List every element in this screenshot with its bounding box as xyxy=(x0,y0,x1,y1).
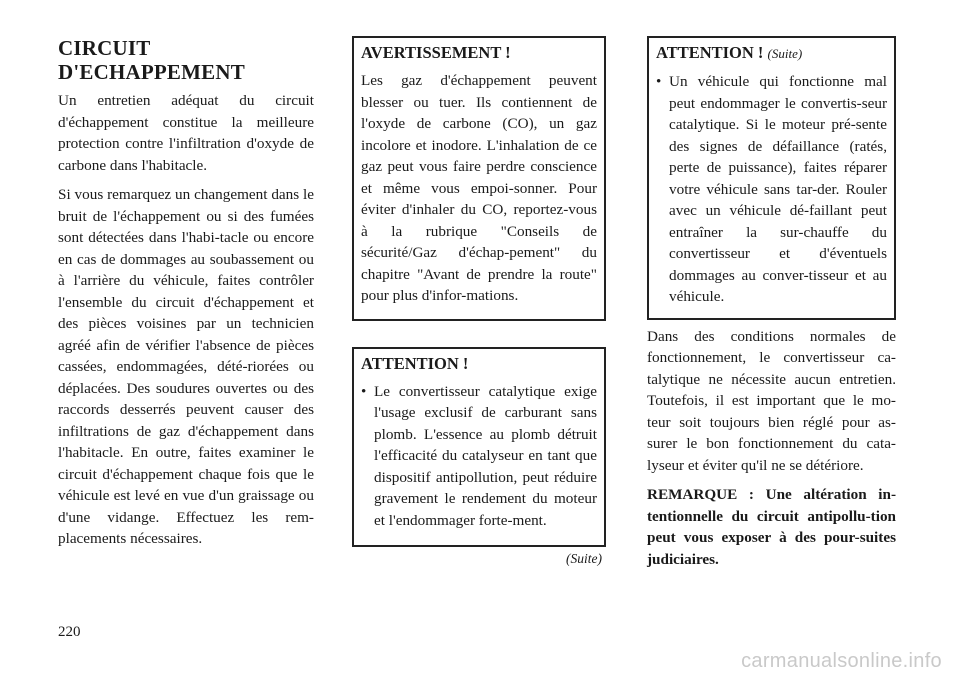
section-title: CIRCUIT D'ECHAPPEMENT xyxy=(58,36,245,84)
maintenance-paragraph: Dans des conditions normales de fonctionnement, le convertisseur ca-talytique ne nécessite aucun entretien. Toutefois, il est important que le mo-teur soit toujours bien réglé pour as-surer le bon fonctionnement du cata-lyseur et éviter qu'il ne se détériore. xyxy=(647,327,896,474)
remark-note: REMARQUE : Une altération in-tentionnelle du circuit antipollu-tion peut vous exposer à des pour-suites judiciaires. xyxy=(647,486,896,568)
warning-text: Les gaz d'échappement peuvent blesser ou tuer. Ils contiennent de l'oxyde de carbone (CO), un gaz incolore et inodore. L'inhalation de ce gaz peut vous faire perdre conscience et même vous empoi-sonner. Pour éviter d'inhaler du CO, reportez-vous à la rubrique "Conseils de sécurité/Gaz d'échap-pement" du chapitre "Avant de prendre la route" pour plus d'infor-mations. xyxy=(361,72,597,304)
warning-title: AVERTISSEMENT ! xyxy=(361,43,511,62)
attention-list-continued xyxy=(656,71,887,308)
attention-item: • Un véhicule qui fonctionne mal peut endommager le convertis-seur catalytique. Si le moteur pré-sente des signes de défaillance (ratés, perte de puissance), faites réparer votre véhicule sans tar-der. Rouler avec un véhicule dé-faillant peut entraîner la sur-chauffe du convertisseur et d'éventuels dommages au conver-tisseur et au véhicule. xyxy=(656,71,887,308)
continued-label-inline: (Suite) xyxy=(767,46,803,61)
attention-title-continued xyxy=(656,42,887,65)
warning-box xyxy=(352,36,606,321)
attention-title-text: ATTENTION ! xyxy=(656,43,764,62)
intro-paragraph: Un entretien adéquat du circuit d'échappement constitue la meilleure protection contre l'infiltration d'oxyde de carbone dans l'habitacle. xyxy=(58,92,314,174)
inspection-paragraph: Si vous remarquez un changement dans le bruit de l'échappement ou si des fumées sont détectées dans l'habi-tacle ou encore en cas de dommages au soubassement ou à l'arrière du véhicule, faites contrôler l'ensemble du circuit d'échappement et des pièces voisines par un technicien agréé afin de vérifier l'absence de pièces cassées, endommagées, dété-riorées ou déplacées. Des soudures ouvertes ou des raccords desserrés peuvent causer des infiltrations de gaz d'échappement dans l'habitacle. En outre, faites examiner le circuit d'échappement chaque fois que le véhicule est levé en vue d'un graissage ou d'une vidange. Effectuez les rem-placements nécessaires. xyxy=(58,186,314,547)
watermark: carmanualsonline.info xyxy=(741,650,942,672)
page-number: 220 xyxy=(58,624,81,640)
attention-box-continued xyxy=(647,36,896,320)
middle-column xyxy=(352,36,606,567)
continued-label: (Suite) xyxy=(566,551,602,566)
attention-item: • Le convertisseur catalytique exige l'usage exclusif de carburant sans plomb. L'essence au plomb détruit l'efficacité du catalyseur en tant que dispositif antipollution, peut réduire gravement le rendement du moteur et l'endommager forte-ment. xyxy=(361,381,597,532)
left-column xyxy=(58,36,314,550)
attention-title: ATTENTION ! xyxy=(361,353,469,373)
right-column xyxy=(647,36,896,570)
attention-box xyxy=(352,347,606,548)
attention-list xyxy=(361,381,597,532)
